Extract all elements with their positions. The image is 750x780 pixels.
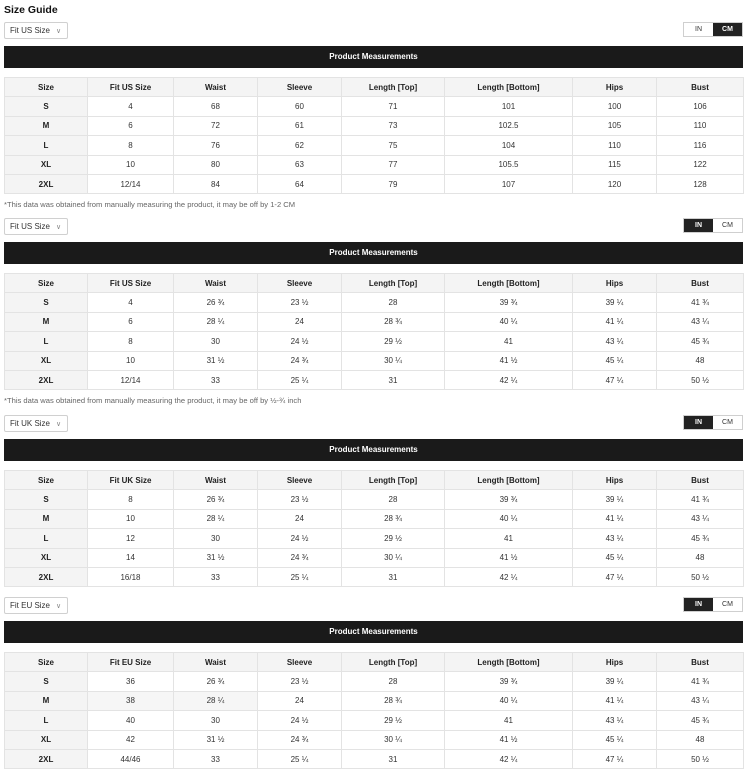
measurement-cell: 41 xyxy=(445,711,573,730)
measurements-banner: Product Measurements xyxy=(4,46,743,68)
table-row xyxy=(5,509,744,528)
measurement-cell: 43 ¼ xyxy=(657,312,744,331)
measurement-cell: 73 xyxy=(342,116,445,135)
measurement-cell: 43 ¼ xyxy=(573,711,657,730)
measurement-cell: 12 xyxy=(88,529,174,548)
measurement-cell: 31 xyxy=(342,370,445,389)
column-header: Length [Bottom] xyxy=(445,471,573,490)
table-row xyxy=(5,351,744,370)
column-header: Hips xyxy=(573,471,657,490)
measurement-cell: 28 ¼ xyxy=(174,691,258,710)
measurement-cell: 76 xyxy=(174,136,258,155)
column-header: Fit EU Size xyxy=(88,653,174,672)
measurement-cell: 41 ½ xyxy=(445,351,573,370)
measurement-cell: 30 ¼ xyxy=(342,548,445,567)
unit-cm-button[interactable]: CM xyxy=(713,23,742,36)
measurement-cell: 33 xyxy=(174,567,258,586)
table-row xyxy=(5,749,744,768)
measurement-cell: 50 ½ xyxy=(657,370,744,389)
measurements-banner: Product Measurements xyxy=(4,242,743,264)
measurement-cell: 29 ½ xyxy=(342,711,445,730)
measurement-cell: 72 xyxy=(174,116,258,135)
table-header-row xyxy=(5,653,744,672)
measurement-cell: 41 ¼ xyxy=(573,312,657,331)
table-row xyxy=(5,730,744,749)
column-header: Hips xyxy=(573,78,657,97)
measurement-cell: 39 ¾ xyxy=(445,672,573,691)
controls-row xyxy=(4,22,743,39)
measurement-note: *This data was obtained from manually measuring the product, it may be off by 1-2 CM xyxy=(4,200,296,210)
measurement-note: *This data was obtained from manually measuring the product, it may be off by ½-¾ inch xyxy=(4,396,302,406)
measurement-cell: 45 ¾ xyxy=(657,711,744,730)
measurement-cell: 43 ¼ xyxy=(573,529,657,548)
table-row xyxy=(5,529,744,548)
measurement-cell: 30 ¼ xyxy=(342,351,445,370)
column-header: Length [Top] xyxy=(342,78,445,97)
measurement-cell: 40 ¼ xyxy=(445,691,573,710)
measurement-cell: 115 xyxy=(573,155,657,174)
size-label-cell: M xyxy=(5,509,88,528)
unit-cm-button[interactable]: CM xyxy=(722,222,733,229)
measurement-cell: 30 xyxy=(174,711,258,730)
table-row xyxy=(5,116,744,135)
measurement-cell: 25 ¼ xyxy=(258,370,342,389)
unit-toggle xyxy=(683,22,743,37)
measurement-cell: 31 xyxy=(342,567,445,586)
measurement-cell: 43 ¼ xyxy=(573,332,657,351)
measurement-cell: 28 xyxy=(342,490,445,509)
table-row xyxy=(5,548,744,567)
measurement-cell: 36 xyxy=(88,672,174,691)
column-header: Bust xyxy=(657,471,744,490)
size-label-cell: S xyxy=(5,672,88,691)
chevron-down-icon: ∨ xyxy=(56,603,62,610)
page-title: Size Guide xyxy=(4,4,58,16)
measurements-table xyxy=(4,77,744,194)
measurement-cell: 8 xyxy=(88,332,174,351)
column-header: Length [Top] xyxy=(342,471,445,490)
table-header-row xyxy=(5,274,744,293)
size-label-cell: M xyxy=(5,116,88,135)
measurement-cell: 23 ½ xyxy=(258,293,342,312)
measurements-table xyxy=(4,470,744,587)
column-header: Fit UK Size xyxy=(88,471,174,490)
measurement-cell: 48 xyxy=(657,351,744,370)
measurement-cell: 110 xyxy=(573,136,657,155)
measurement-cell: 100 xyxy=(573,97,657,116)
measurement-cell: 110 xyxy=(657,116,744,135)
measurement-cell: 24 ½ xyxy=(258,529,342,548)
measurement-cell: 39 ¼ xyxy=(573,672,657,691)
measurements-table xyxy=(4,652,744,769)
measurement-cell: 24 ¾ xyxy=(258,548,342,567)
measurement-cell: 41 ½ xyxy=(445,730,573,749)
column-header: Hips xyxy=(573,653,657,672)
measurement-cell: 77 xyxy=(342,155,445,174)
measurement-cell: 41 ½ xyxy=(445,548,573,567)
measurement-cell: 33 xyxy=(174,370,258,389)
measurement-cell: 41 ¾ xyxy=(657,672,744,691)
measurement-cell: 24 xyxy=(258,509,342,528)
size-label-cell: L xyxy=(5,136,88,155)
measurement-cell: 24 ¾ xyxy=(258,730,342,749)
table-header-row xyxy=(5,471,744,490)
measurement-cell: 47 ¼ xyxy=(573,567,657,586)
size-section-4 xyxy=(4,597,743,769)
table-row xyxy=(5,567,744,586)
measurement-cell: 26 ¾ xyxy=(174,672,258,691)
unit-toggle xyxy=(683,597,743,612)
measurements-table xyxy=(4,273,744,390)
measurement-cell: 4 xyxy=(88,97,174,116)
measurement-cell: 116 xyxy=(657,136,744,155)
controls-row xyxy=(4,597,743,614)
measurement-cell: 6 xyxy=(88,116,174,135)
size-label-cell: S xyxy=(5,293,88,312)
measurement-cell: 50 ½ xyxy=(657,567,744,586)
measurement-cell: 41 ¼ xyxy=(573,509,657,528)
measurement-cell: 105 xyxy=(573,116,657,135)
measurement-cell: 24 ½ xyxy=(258,332,342,351)
measurement-cell: 14 xyxy=(88,548,174,567)
measurement-cell: 40 ¼ xyxy=(445,509,573,528)
measurement-cell: 29 ½ xyxy=(342,332,445,351)
measurement-cell: 40 xyxy=(88,711,174,730)
table-row xyxy=(5,97,744,116)
column-header: Fit US Size xyxy=(88,78,174,97)
measurement-cell: 47 ¼ xyxy=(573,749,657,768)
measurement-cell: 39 ¼ xyxy=(573,293,657,312)
measurement-cell: 23 ½ xyxy=(258,490,342,509)
column-header: Length [Bottom] xyxy=(445,653,573,672)
measurement-cell: 43 ¼ xyxy=(657,691,744,710)
measurement-cell: 28 ¾ xyxy=(342,691,445,710)
measurement-cell: 44/46 xyxy=(88,749,174,768)
size-section-1 xyxy=(4,22,743,210)
column-header: Length [Top] xyxy=(342,274,445,293)
column-header: Size xyxy=(5,274,88,293)
column-header: Sleeve xyxy=(258,78,342,97)
size-label-cell: L xyxy=(5,711,88,730)
column-header: Length [Top] xyxy=(342,653,445,672)
measurement-cell: 50 ½ xyxy=(657,749,744,768)
measurement-cell: 42 ¼ xyxy=(445,567,573,586)
measurement-cell: 42 ¼ xyxy=(445,749,573,768)
table-row xyxy=(5,490,744,509)
column-header: Waist xyxy=(174,78,258,97)
column-header: Waist xyxy=(174,653,258,672)
size-system-select[interactable] xyxy=(4,218,68,235)
measurement-cell: 39 ¾ xyxy=(445,293,573,312)
size-system-select-label: Fit EU Size xyxy=(10,601,51,610)
chevron-down-icon: ∨ xyxy=(56,224,62,231)
measurement-cell: 41 ¼ xyxy=(573,691,657,710)
table-row xyxy=(5,370,744,389)
size-label-cell: 2XL xyxy=(5,749,88,768)
column-header: Fit US Size xyxy=(88,274,174,293)
size-label-cell: XL xyxy=(5,155,88,174)
measurements-banner: Product Measurements xyxy=(4,439,743,461)
measurement-cell: 12/14 xyxy=(88,174,174,193)
table-row xyxy=(5,293,744,312)
measurement-cell: 30 ¼ xyxy=(342,730,445,749)
size-label-cell: L xyxy=(5,332,88,351)
size-label-cell: S xyxy=(5,97,88,116)
measurement-cell: 45 ¼ xyxy=(573,730,657,749)
measurement-cell: 28 ¼ xyxy=(174,509,258,528)
measurement-cell: 31 ½ xyxy=(174,351,258,370)
size-label-cell: 2XL xyxy=(5,567,88,586)
size-label-cell: M xyxy=(5,691,88,710)
measurement-cell: 39 ¾ xyxy=(445,490,573,509)
measurement-cell: 71 xyxy=(342,97,445,116)
measurements-banner: Product Measurements xyxy=(4,621,743,643)
column-header: Sleeve xyxy=(258,274,342,293)
unit-toggle xyxy=(683,415,743,430)
size-label-cell: 2XL xyxy=(5,174,88,193)
measurement-cell: 10 xyxy=(88,351,174,370)
unit-in-button[interactable]: IN xyxy=(684,598,713,611)
table-row xyxy=(5,691,744,710)
measurement-cell: 45 ¾ xyxy=(657,332,744,351)
measurement-cell: 42 ¼ xyxy=(445,370,573,389)
column-header: Waist xyxy=(174,471,258,490)
table-row xyxy=(5,672,744,691)
measurement-cell: 128 xyxy=(657,174,744,193)
column-header: Size xyxy=(5,78,88,97)
measurement-cell: 64 xyxy=(258,174,342,193)
measurement-cell: 107 xyxy=(445,174,573,193)
size-label-cell: XL xyxy=(5,730,88,749)
table-row xyxy=(5,136,744,155)
measurement-cell: 41 xyxy=(445,332,573,351)
measurement-cell: 106 xyxy=(657,97,744,116)
measurement-cell: 68 xyxy=(174,97,258,116)
table-row xyxy=(5,312,744,331)
measurement-cell: 6 xyxy=(88,312,174,331)
measurement-cell: 48 xyxy=(657,730,744,749)
column-header: Waist xyxy=(174,274,258,293)
measurement-cell: 45 ¼ xyxy=(573,351,657,370)
measurement-cell: 16/18 xyxy=(88,567,174,586)
unit-in-button[interactable]: IN xyxy=(684,219,713,232)
measurement-cell: 25 ¼ xyxy=(258,567,342,586)
measurement-cell: 8 xyxy=(88,490,174,509)
unit-cm-button[interactable]: CM xyxy=(722,419,733,426)
size-system-select-label: Fit UK Size xyxy=(10,419,51,428)
controls-row xyxy=(4,415,743,432)
size-section-3 xyxy=(4,415,743,587)
measurement-cell: 33 xyxy=(174,749,258,768)
measurement-cell: 31 ½ xyxy=(174,730,258,749)
table-row xyxy=(5,711,744,730)
measurement-cell: 45 ¾ xyxy=(657,529,744,548)
size-system-select[interactable] xyxy=(4,597,68,614)
table-row xyxy=(5,155,744,174)
unit-in-button[interactable]: IN xyxy=(695,26,702,33)
measurement-cell: 25 ¼ xyxy=(258,749,342,768)
controls-row xyxy=(4,218,743,235)
measurement-cell: 38 xyxy=(88,691,174,710)
column-header: Length [Bottom] xyxy=(445,78,573,97)
column-header: Sleeve xyxy=(258,653,342,672)
measurement-cell: 30 xyxy=(174,332,258,351)
column-header: Bust xyxy=(657,78,744,97)
column-header: Bust xyxy=(657,274,744,293)
size-system-select[interactable] xyxy=(4,22,68,39)
unit-in-button[interactable]: IN xyxy=(684,416,713,429)
measurement-cell: 104 xyxy=(445,136,573,155)
measurement-cell: 12/14 xyxy=(88,370,174,389)
measurement-cell: 84 xyxy=(174,174,258,193)
measurement-cell: 31 xyxy=(342,749,445,768)
measurement-cell: 42 xyxy=(88,730,174,749)
measurement-cell: 28 xyxy=(342,672,445,691)
measurement-cell: 8 xyxy=(88,136,174,155)
measurement-cell: 43 ¼ xyxy=(657,509,744,528)
measurement-cell: 62 xyxy=(258,136,342,155)
column-header: Size xyxy=(5,653,88,672)
measurement-cell: 24 ¾ xyxy=(258,351,342,370)
size-section-2 xyxy=(4,218,743,406)
table-header-row xyxy=(5,78,744,97)
size-label-cell: XL xyxy=(5,548,88,567)
measurement-cell: 28 ¼ xyxy=(174,312,258,331)
measurement-cell: 105.5 xyxy=(445,155,573,174)
measurement-cell: 29 ½ xyxy=(342,529,445,548)
measurement-cell: 60 xyxy=(258,97,342,116)
measurement-cell: 41 xyxy=(445,529,573,548)
measurement-cell: 45 ¼ xyxy=(573,548,657,567)
measurement-cell: 102.5 xyxy=(445,116,573,135)
table-row xyxy=(5,174,744,193)
table-row xyxy=(5,332,744,351)
measurement-cell: 41 ¾ xyxy=(657,293,744,312)
measurement-cell: 10 xyxy=(88,509,174,528)
measurement-cell: 30 xyxy=(174,529,258,548)
measurement-cell: 24 xyxy=(258,312,342,331)
measurement-cell: 28 xyxy=(342,293,445,312)
measurement-cell: 28 ¾ xyxy=(342,312,445,331)
measurement-cell: 63 xyxy=(258,155,342,174)
chevron-down-icon: ∨ xyxy=(56,421,62,428)
size-system-select-label: Fit US Size xyxy=(10,222,51,231)
measurement-cell: 120 xyxy=(573,174,657,193)
measurement-cell: 28 ¾ xyxy=(342,509,445,528)
measurement-cell: 79 xyxy=(342,174,445,193)
measurement-cell: 39 ¼ xyxy=(573,490,657,509)
measurement-cell: 40 ¼ xyxy=(445,312,573,331)
measurement-cell: 48 xyxy=(657,548,744,567)
measurement-cell: 23 ½ xyxy=(258,672,342,691)
chevron-down-icon: ∨ xyxy=(56,28,62,35)
unit-cm-button[interactable]: CM xyxy=(722,601,733,608)
size-system-select[interactable] xyxy=(4,415,68,432)
column-header: Bust xyxy=(657,653,744,672)
measurement-cell: 26 ¾ xyxy=(174,490,258,509)
measurement-cell: 80 xyxy=(174,155,258,174)
column-header: Size xyxy=(5,471,88,490)
size-label-cell: XL xyxy=(5,351,88,370)
measurement-cell: 41 ¾ xyxy=(657,490,744,509)
size-label-cell: L xyxy=(5,529,88,548)
size-system-select-label: Fit US Size xyxy=(10,26,51,35)
measurement-cell: 61 xyxy=(258,116,342,135)
measurement-cell: 31 ½ xyxy=(174,548,258,567)
measurement-cell: 10 xyxy=(88,155,174,174)
size-label-cell: S xyxy=(5,490,88,509)
measurement-cell: 24 ½ xyxy=(258,711,342,730)
column-header: Sleeve xyxy=(258,471,342,490)
measurement-cell: 24 xyxy=(258,691,342,710)
size-label-cell: 2XL xyxy=(5,370,88,389)
measurement-cell: 47 ¼ xyxy=(573,370,657,389)
measurement-cell: 122 xyxy=(657,155,744,174)
unit-toggle xyxy=(683,218,743,233)
measurement-cell: 75 xyxy=(342,136,445,155)
measurement-cell: 26 ¾ xyxy=(174,293,258,312)
size-label-cell: M xyxy=(5,312,88,331)
measurement-cell: 101 xyxy=(445,97,573,116)
column-header: Hips xyxy=(573,274,657,293)
measurement-cell: 4 xyxy=(88,293,174,312)
column-header: Length [Bottom] xyxy=(445,274,573,293)
